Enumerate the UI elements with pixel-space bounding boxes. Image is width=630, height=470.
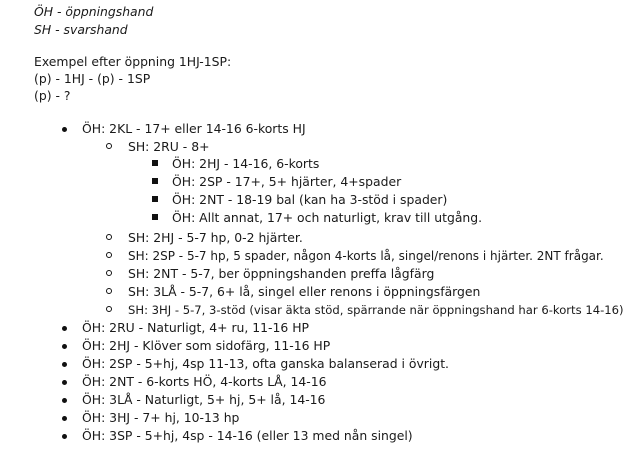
list-item: SH: 2SP - 5-7 hp, 5 spader, någon 4-korts lå, singel/renons i hjärter. 2NT frågar. (128, 249, 604, 263)
list-item: ÖH: 3HJ - 7+ hj, 10-13 hp (82, 410, 240, 425)
list-item: ÖH: 2NT - 18-19 bal (kan ha 3-stöd i spader) (172, 192, 448, 207)
list-item: SH: 3LÅ - 5-7, 6+ lå, singel eller renons i öppningsfärgen (128, 284, 481, 299)
list-item: ÖH: 2SP - 17+, 5+ hjärter, 4+spader (172, 174, 402, 189)
bullet-square (152, 160, 158, 166)
bullet-circle (106, 143, 112, 149)
bullet-circle (106, 234, 112, 240)
list-item: ÖH: 3SP - 5+hj, 4sp - 14-16 (eller 13 med nån singel) (82, 428, 413, 443)
bullet-circle (106, 252, 112, 258)
bullet-dot (62, 434, 67, 439)
list-item: ÖH: 2HJ - Klöver som sidofärg, 11-16 HP (82, 338, 331, 353)
list-item: SH: 2HJ - 5-7 hp, 0-2 hjärter. (128, 230, 303, 245)
bullet-dot (62, 416, 67, 421)
list-item: ÖH: 2HJ - 14-16, 6-korts (172, 156, 320, 171)
legend-oh: ÖH - öppningshand (34, 4, 154, 19)
list-item: ÖH: 2NT - 6-korts HÖ, 4-korts LÅ, 14-16 (82, 374, 327, 389)
bullet-circle (106, 306, 112, 312)
list-item: ÖH: 2KL - 17+ eller 14-16 6-korts HJ (82, 121, 306, 136)
list-item: ÖH: Allt annat, 17+ och naturligt, krav till utgång. (172, 210, 483, 225)
bullet-dot (62, 344, 67, 349)
list-item: ÖH: 2RU - Naturligt, 4+ ru, 11-16 HP (82, 320, 310, 335)
bullet-square (152, 214, 158, 220)
list-item: SH: 2RU - 8+ (128, 139, 210, 154)
bullet-circle (106, 288, 112, 294)
legend-sh: SH - svarshand (34, 22, 128, 37)
bullet-square (152, 178, 158, 184)
bullet-square (152, 196, 158, 202)
list-item: SH: 2NT - 5-7, ber öppningshanden preffa lågfärg (128, 266, 435, 281)
list-item: ÖH: 2SP - 5+hj, 4sp 11-13, ofta ganska balanserad i övrigt. (82, 356, 449, 371)
bullet-dot (62, 362, 67, 367)
list-item: SH: 3HJ - 5-7, 3-stöd (visar äkta stöd, spärrande när öppningshand har 6-korts 14-16) (128, 303, 624, 317)
example-heading: Exempel efter öppning 1HJ-1SP: (34, 54, 232, 69)
bidding-question: (p) - ? (34, 88, 71, 103)
bullet-dot (62, 380, 67, 385)
bullet-dot (62, 398, 67, 403)
bullet-circle (106, 270, 112, 276)
bullet-dot (62, 326, 67, 331)
bullet-dot (62, 127, 67, 132)
bidding-sequence: (p) - 1HJ - (p) - 1SP (34, 71, 151, 86)
list-item: ÖH: 3LÅ - Naturligt, 5+ hj, 5+ lå, 14-16 (82, 392, 326, 407)
